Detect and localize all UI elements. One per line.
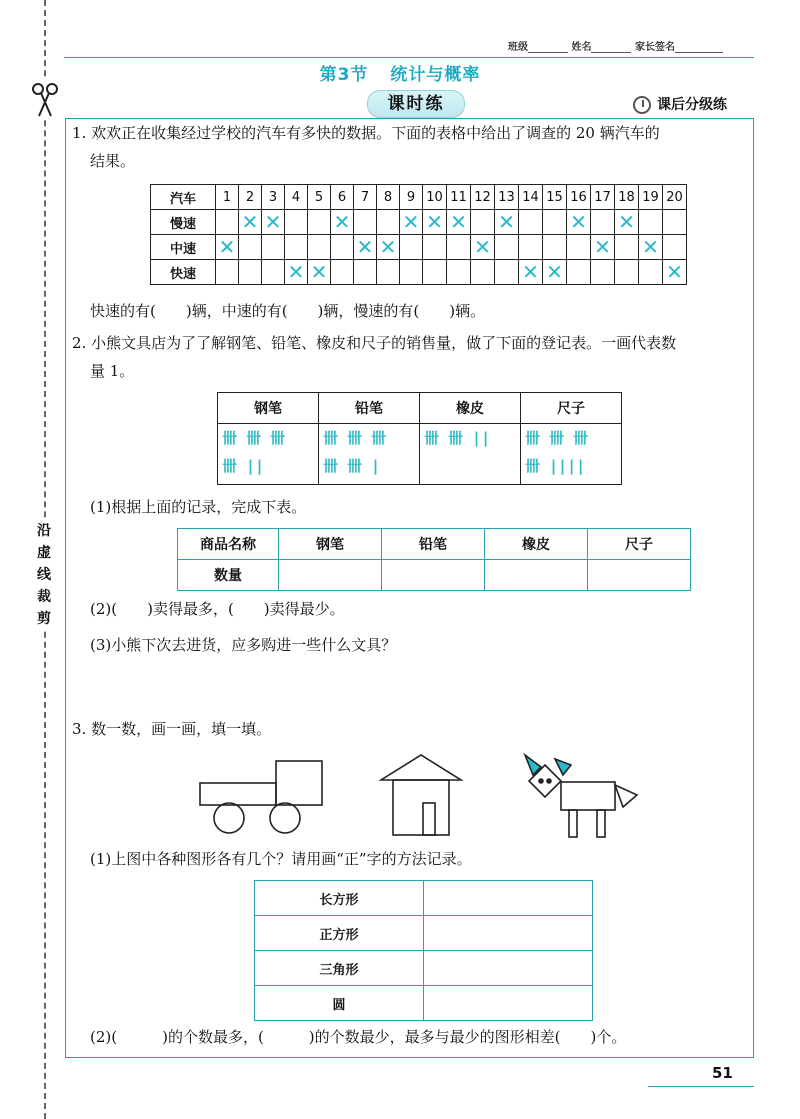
cross-mark-icon: ✕ <box>333 209 351 234</box>
t2-answer-eraser[interactable] <box>485 560 588 591</box>
car-cell-中速-7 <box>354 235 377 260</box>
cross-mark-icon: ✕ <box>570 209 587 234</box>
car-row-slow <box>151 210 687 235</box>
car-cell-中速-2 <box>239 235 262 260</box>
q1-text-line2: 结果。 <box>90 152 136 170</box>
tally-header-pen: 钢笔 <box>218 393 319 424</box>
t2-row-label: 数量 <box>178 560 279 591</box>
header-divider <box>64 57 754 58</box>
q1-text-line1: 1. 欢欢正在收集经过学校的汽车有多快的数据。下面的表格中给出了调查的 20 辆汽车的 <box>72 124 660 142</box>
cross-mark-icon: ✕ <box>379 234 397 259</box>
cross-mark-icon: ✕ <box>546 259 563 284</box>
car-cell-慢速-1 <box>216 210 239 235</box>
tally-marks-pencil: 卌 卌 卌 卌 卌 | <box>323 429 387 475</box>
t2-answer-pencil[interactable] <box>382 560 485 591</box>
car-cell-中速-6 <box>331 235 354 260</box>
cut-label: 沿 虚 线 裁 剪 <box>34 520 54 630</box>
car-number-9: 9 <box>400 185 423 210</box>
car-cell-慢速-14 <box>519 210 543 235</box>
car-cell-中速-12 <box>471 235 495 260</box>
q2-sub3: (3)小熊下次去进货，应多购进一些什么文具？ <box>90 636 397 654</box>
car-cell-中速-18 <box>615 235 639 260</box>
car-cell-中速-16 <box>567 235 591 260</box>
cross-mark-icon: ✕ <box>474 234 491 259</box>
car-cell-快速-5 <box>308 260 331 285</box>
cross-mark-icon: ✕ <box>241 209 259 234</box>
car-cell-快速-20 <box>663 260 687 285</box>
cross-mark-icon: ✕ <box>426 209 443 234</box>
car-number-4: 4 <box>285 185 308 210</box>
lesson-banner: 课时练 <box>367 90 465 118</box>
car-cell-中速-17 <box>591 235 615 260</box>
car-cell-快速-4 <box>285 260 308 285</box>
cross-mark-icon: ✕ <box>356 234 374 259</box>
q2-text-line1: 2. 小熊文具店为了了解钢笔、铅笔、橡皮和尺子的销售量，做了下面的登记表。一画代表数 <box>72 334 677 352</box>
animal-eye-1 <box>539 779 543 783</box>
car-cell-中速-9 <box>400 235 423 260</box>
q1-answer-line[interactable]: 快速的有( )辆，中速的有( )辆，慢速的有( )辆。 <box>90 302 486 320</box>
car-cell-慢速-7 <box>354 210 377 235</box>
shape-tally-triangle[interactable] <box>424 951 593 986</box>
clock-icon <box>633 96 651 114</box>
name-blank[interactable] <box>591 52 631 53</box>
tally-header-pencil: 铅笔 <box>319 393 420 424</box>
cross-mark-icon: ✕ <box>264 209 282 234</box>
header-fields <box>508 38 723 53</box>
car-cell-慢速-6 <box>331 210 354 235</box>
car-cell-快速-7 <box>354 260 377 285</box>
name-label: 姓名 <box>571 42 592 53</box>
car-cell-慢速-8 <box>377 210 400 235</box>
car-number-19: 19 <box>639 185 663 210</box>
house-door-rectangle <box>423 803 435 835</box>
car-cell-快速-16 <box>567 260 591 285</box>
scissors-icon <box>30 80 60 120</box>
car-cell-中速-15 <box>543 235 567 260</box>
t2-answer-pen[interactable] <box>279 560 382 591</box>
tally-marks-ruler: 卌 卌 卌 卌 |||| <box>525 429 589 475</box>
t2-header-ruler: 尺子 <box>588 529 691 560</box>
car-cell-中速-5 <box>308 235 331 260</box>
car-cell-中速-13 <box>495 235 519 260</box>
q1-car-table <box>150 184 687 285</box>
car-cell-快速-14 <box>519 260 543 285</box>
row-label-slow: 慢速 <box>151 210 216 235</box>
section-number: 第3节 <box>319 65 369 85</box>
animal-eye-2 <box>547 779 551 783</box>
page-number-line <box>648 1086 754 1087</box>
q2-sub1: (1)根据上面的记录，完成下表。 <box>90 498 307 516</box>
car-number-3: 3 <box>262 185 285 210</box>
class-label: 班级 <box>508 42 528 53</box>
car-cell-快速-8 <box>377 260 400 285</box>
shape-label-triangle: 三角形 <box>255 951 424 986</box>
car-cell-中速-1 <box>216 235 239 260</box>
car-cell-慢速-18 <box>615 210 639 235</box>
car-cell-慢速-12 <box>471 210 495 235</box>
cross-mark-icon: ✕ <box>522 259 539 284</box>
animal-leg-rectangle-2 <box>597 810 605 837</box>
truck-body-rectangle <box>200 783 276 805</box>
q3-sub2[interactable]: (2)( )的个数最多，( )的个数最少，最多与最少的图形相差( )个。 <box>90 1028 627 1046</box>
t2-answer-ruler[interactable] <box>588 560 691 591</box>
car-cell-慢速-5 <box>308 210 331 235</box>
shape-tally-rectangle[interactable] <box>424 881 593 916</box>
cross-mark-icon: ✕ <box>218 234 236 259</box>
q2-text-line2: 量 1。 <box>90 362 135 380</box>
parent-label: 家长签名 <box>634 42 675 53</box>
shape-label-circle: 圆 <box>255 986 424 1021</box>
car-number-15: 15 <box>543 185 567 210</box>
q2-count-table <box>177 528 691 591</box>
house-roof-triangle <box>381 755 461 780</box>
row-label-fast: 快速 <box>151 260 216 285</box>
car-number-2: 2 <box>239 185 262 210</box>
animal-leg-rectangle-1 <box>569 810 577 837</box>
car-cell-快速-10 <box>423 260 447 285</box>
car-cell-慢速-13 <box>495 210 519 235</box>
t2-header-pencil: 铅笔 <box>382 529 485 560</box>
car-number-10: 10 <box>423 185 447 210</box>
q3-shape-table <box>254 880 593 1021</box>
car-number-7: 7 <box>354 185 377 210</box>
car-cell-慢速-9 <box>400 210 423 235</box>
car-number-5: 5 <box>308 185 331 210</box>
car-cell-快速-18 <box>615 260 639 285</box>
car-cell-快速-1 <box>216 260 239 285</box>
truck-figure <box>200 761 322 833</box>
q3-sub1: (1)上图中各种图形各有几个？请用画“正”字的方法记录。 <box>90 850 472 868</box>
car-cell-快速-15 <box>543 260 567 285</box>
q2-sub2[interactable]: (2)( )卖得最多，( )卖得最少。 <box>90 600 345 618</box>
shapes-figure <box>195 745 655 845</box>
car-cell-慢速-20 <box>663 210 687 235</box>
row-label-medium: 中速 <box>151 235 216 260</box>
animal-ear-triangle-2 <box>555 759 571 775</box>
car-cell-慢速-17 <box>591 210 615 235</box>
cross-mark-icon: ✕ <box>594 234 611 259</box>
car-cell-中速-19 <box>639 235 663 260</box>
animal-figure <box>525 755 637 837</box>
car-number-11: 11 <box>447 185 471 210</box>
car-number-17: 17 <box>591 185 615 210</box>
car-cell-快速-6 <box>331 260 354 285</box>
parent-blank[interactable] <box>675 52 723 53</box>
car-cell-中速-14 <box>519 235 543 260</box>
house-body-square <box>393 780 449 835</box>
car-row-fast <box>151 260 687 285</box>
tally-header-eraser: 橡皮 <box>420 393 521 424</box>
cross-mark-icon: ✕ <box>666 259 683 284</box>
car-cell-快速-17 <box>591 260 615 285</box>
tally-table <box>217 392 622 485</box>
t2-header-pen: 钢笔 <box>279 529 382 560</box>
car-header: 汽车 <box>151 185 216 210</box>
shape-label-rectangle: 长方形 <box>255 881 424 916</box>
car-row-medium <box>151 235 687 260</box>
cross-mark-icon: ✕ <box>618 209 635 234</box>
tally-header-ruler: 尺子 <box>521 393 622 424</box>
car-cell-慢速-4 <box>285 210 308 235</box>
section-title <box>0 60 800 85</box>
car-number-14: 14 <box>519 185 543 210</box>
cross-mark-icon: ✕ <box>402 209 420 234</box>
section-name: 统计与概率 <box>390 65 481 85</box>
car-number-13: 13 <box>495 185 519 210</box>
cross-mark-icon: ✕ <box>287 259 305 284</box>
car-cell-中速-10 <box>423 235 447 260</box>
car-cell-快速-11 <box>447 260 471 285</box>
car-cell-中速-4 <box>285 235 308 260</box>
car-number-6: 6 <box>331 185 354 210</box>
car-cell-慢速-16 <box>567 210 591 235</box>
shape-tally-circle[interactable] <box>424 986 593 1021</box>
car-number-12: 12 <box>471 185 495 210</box>
car-cell-中速-20 <box>663 235 687 260</box>
car-cell-慢速-11 <box>447 210 471 235</box>
car-number-16: 16 <box>567 185 591 210</box>
animal-tail-triangle <box>615 785 637 807</box>
cross-mark-icon: ✕ <box>450 209 467 234</box>
animal-body-rectangle <box>561 782 615 810</box>
car-number-row <box>151 185 687 210</box>
tier-label: 课后分级练 <box>633 94 727 114</box>
car-cell-快速-19 <box>639 260 663 285</box>
car-cell-快速-2 <box>239 260 262 285</box>
house-figure <box>381 755 461 835</box>
car-cell-快速-13 <box>495 260 519 285</box>
truck-cab-square <box>276 761 322 805</box>
car-number-20: 20 <box>663 185 687 210</box>
class-blank[interactable] <box>528 52 568 53</box>
truck-wheel-circle-1 <box>214 803 244 833</box>
car-cell-快速-12 <box>471 260 495 285</box>
cross-mark-icon: ✕ <box>310 259 328 284</box>
shape-tally-square[interactable] <box>424 916 593 951</box>
q3-text: 3. 数一数，画一画，填一填。 <box>72 720 272 738</box>
shape-label-square: 正方形 <box>255 916 424 951</box>
car-cell-中速-3 <box>262 235 285 260</box>
cross-mark-icon: ✕ <box>498 209 515 234</box>
cross-mark-icon: ✕ <box>642 234 659 259</box>
truck-wheel-circle-2 <box>270 803 300 833</box>
car-cell-慢速-3 <box>262 210 285 235</box>
car-cell-慢速-10 <box>423 210 447 235</box>
car-cell-快速-3 <box>262 260 285 285</box>
car-number-8: 8 <box>377 185 400 210</box>
page-number: 51 <box>712 1064 733 1082</box>
car-cell-慢速-15 <box>543 210 567 235</box>
car-cell-快速-9 <box>400 260 423 285</box>
car-cell-中速-11 <box>447 235 471 260</box>
car-cell-慢速-2 <box>239 210 262 235</box>
t2-header-eraser: 橡皮 <box>485 529 588 560</box>
tally-marks-pen: 卌 卌 卌 卌 || <box>222 429 286 475</box>
car-number-1: 1 <box>216 185 239 210</box>
car-cell-中速-8 <box>377 235 400 260</box>
t2-header-item: 商品名称 <box>178 529 279 560</box>
tally-marks-eraser: 卌 卌 || <box>424 429 491 447</box>
car-number-18: 18 <box>615 185 639 210</box>
car-cell-慢速-19 <box>639 210 663 235</box>
